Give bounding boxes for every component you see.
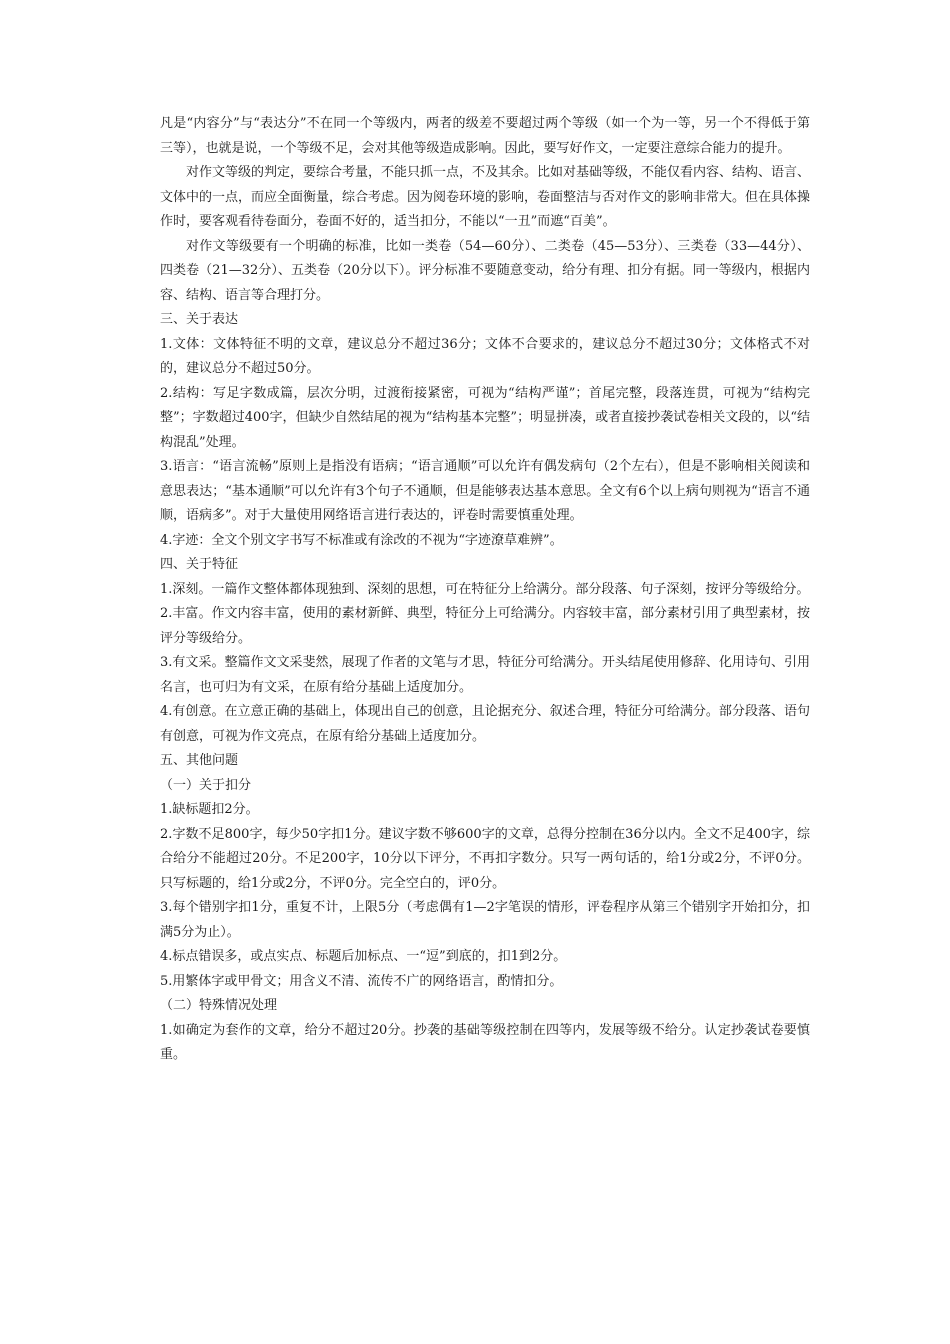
subsection-heading-deductions: （一）关于扣分 [160, 777, 252, 793]
item-literary-grace: 3.有文采。整篇作文文采斐然，展现了作者的文笔与才思，特征分可给满分。开头结尾使用修辞、化用诗句、引用名言，也可归为有文采，在原有给分基础上适度加分。 [160, 655, 810, 695]
item-structure: 2.结构：写足字数成篇，层次分明，过渡衔接紧密，可视为“结构严谨”；首尾完整，段落连贯，可视为“结构完整”；字数超过400字，但缺少自然结尾的视为“结构基本完整”；明显拼凑，或者直接抄袭试卷相关文段的，以“结构混乱”处理。 [160, 385, 810, 450]
item-missing-title: 1.缺标题扣2分。 [160, 802, 259, 817]
item-punctuation: 4.标点错误多，或点实点、标题后加标点、一“逗”到底的，扣1到2分。 [160, 949, 567, 964]
item-genre: 1.文体：文体特征不明的文章，建议总分不超过36分；文体不合要求的，建议总分不超过30分；文体格式不对的，建议总分不超过50分。 [160, 336, 810, 376]
paragraph-grade-standard: 对作文等级要有一个明确的标准，比如一类卷（54—60分）、二类卷（45—53分）、三类卷（33—44分）、四类卷（21—32分）、五类卷（20分以下）。评分标准不要随意变动，给分有理、扣分有据。同一等级内，根据内容、结构、语言等合理打分。 [160, 238, 810, 303]
section-heading-features: 四、关于特征 [160, 557, 239, 572]
document-page [160, 112, 810, 1068]
subsection-heading-special-cases: （二）特殊情况处理 [160, 998, 278, 1013]
section-heading-other: 五、其他问题 [160, 753, 239, 768]
item-handwriting: 4.字迹：全文个别文字书写不标准或有涂改的不视为“字迹潦草难辨”。 [160, 532, 563, 548]
item-rich: 2.丰富。作文内容丰富，使用的素材新鲜、典型，特征分上可给满分。内容较丰富，部分素材引用了典型素材，按评分等级给分。 [160, 606, 810, 646]
section-heading-expression: 三、关于表达 [160, 312, 239, 327]
item-word-count: 2.字数不足800字，每少50字扣1分。建议字数不够600字的文章，总得分控制在36分以内。全文不足400字，综合给分不能超过20分。不足200字，10分以下评分，不再扣字数分。只写一两句话的，给1分或2分，不评0分。只写标题的，给1分或2分，不评0分。完全空白的，评0分。 [160, 826, 810, 891]
item-profound: 1.深刻。一篇作文整体都体现独到、深刻的思想，可在特征分上给满分。部分段落、句子深刻，按评分等级给分。 [160, 581, 810, 597]
paragraph-composite-scoring: 凡是“内容分”与“表达分”不在同一个等级内，两者的级差不要超过两个等级（如一个为一等，另一个不得低于第三等），也就是说，一个等级不足，会对其他等级造成影响。因此，要写好作文，一定要注意综合能力的提升。 [160, 116, 810, 156]
item-template-writing: 1.如确定为套作的文章，给分不超过20分。抄袭的基础等级控制在四等内，发展等级不给分。认定抄袭试卷要慎重。 [160, 1022, 810, 1062]
item-typos: 3.每个错别字扣1分，重复不计，上限5分（考虑偶有1—2字笔误的情形，评卷程序从第三个错别字开始扣分，扣满5分为止）。 [160, 900, 810, 940]
item-creativity: 4.有创意。在立意正确的基础上，体现出自己的创意，且论据充分、叙述合理，特征分可给满分。部分段落、语句有创意，可视为作文亮点，在原有给分基础上适度加分。 [160, 704, 810, 744]
paragraph-grade-judgement: 对作文等级的判定，要综合考量，不能只抓一点，不及其余。比如对基础等级，不能仅看内容、结构、语言、文体中的一点，而应全面衡量，综合考虑。因为阅卷环境的影响，卷面整洁与否对作文的影响非常大。但在具体操作时，要客观看待卷面分，卷面不好的，适当扣分，不能以“一丑”而遮“百美”。 [160, 165, 811, 229]
item-traditional-characters: 5.用繁体字或甲骨文；用含义不清、流传不广的网络语言，酌情扣分。 [160, 973, 563, 989]
item-language: 3.语言：“语言流畅”原则上是指没有语病；“语言通顺”可以允许有偶发病句（2个左右），但是不影响相关阅读和意思表达；“基本通顺”可以允许有3个句子不通顺，但是能够表达基本意思。全文有6个以上病句则视为“语言不通顺，语病多”。对于大量使用网络语言进行表达的，评卷时需要慎重处理。 [160, 459, 810, 523]
